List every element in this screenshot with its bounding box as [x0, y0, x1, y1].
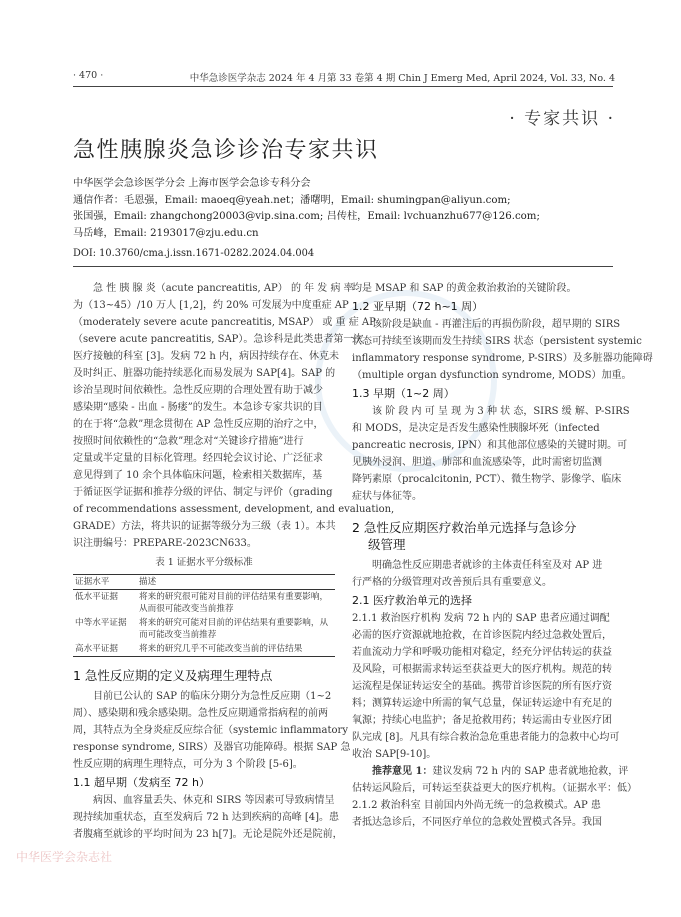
author-block [73, 176, 618, 242]
doi-rule [73, 266, 613, 267]
author-line: 中华医学会急诊医学分会 上海市医学会急诊专科分会 [73, 178, 311, 189]
text-line: response syndrome, SIRS）及器官功能障碍。根据 SAP 急 [73, 742, 351, 753]
publisher-logo: 中华医学会杂志社 [16, 850, 113, 864]
text-line: 为（13~45）/10 万人 [1,2]，约 20% 可发展为中度重症 AP [73, 300, 349, 311]
section-heading-1: 1 急性反应期的定义及病理生理特点 [73, 668, 273, 683]
table-row [73, 642, 335, 657]
subsection-heading-1-3: 1.3 早期（1~2 周） [352, 387, 455, 400]
section-heading-2: 2 急性反应期医疗救治单元选择与急诊分 [352, 520, 577, 535]
table-header: 描述 [137, 575, 335, 590]
author-line: 马岳峰，Email: 2193017@zju.edu.cn [73, 227, 259, 239]
text-line: 行严格的分级管理对改善预后具有重要意义。 [352, 577, 552, 588]
recommendation-text: 估转运风险后，可转运至获益更大的医疗机构。（证据水平：低） [352, 783, 637, 794]
paragraph [352, 403, 630, 505]
journal-header: 中华急诊医学杂志 2024 年 4 月第 33 卷第 4 期 Chin J Emerg Med, April 2024, Vol. 33, No. 4 [189, 73, 615, 84]
header-rule [73, 86, 613, 87]
table-header: 证据水平 [73, 575, 137, 590]
text-line: 必需的医疗资源就地抢救，在首诊医院内经过急救处置后， [352, 630, 612, 641]
text-line: 及风险，可根据需求转运至获益更大的医疗机构。规范的转 [352, 664, 612, 675]
text-line: 和 MODS，是决定是否发生感染性胰腺坏死（infected [352, 423, 600, 434]
subsection-heading-1-1: 1.1 超早期（发病至 72 h） [73, 776, 210, 789]
text-line: （moderately severe acute pancreatitis, MSAP） 或 重 症 AP [73, 317, 376, 328]
text-line: 识注册编号：PREPARE-2023CN633。 [73, 538, 257, 549]
text-line: 者抵达急诊后，不同医疗单位的急救处置模式各异。我国 [352, 817, 602, 828]
paragraph [352, 316, 653, 384]
page-number: · 470 · [73, 70, 104, 81]
evidence-table [73, 574, 335, 657]
text-line: 2.1.2 救治科室 目前国内外尚无统一的急救模式。AP 患 [352, 800, 601, 811]
text-line: 感染期“感染 - 出血 - 肠瘘”的发生。本急诊专家共识的目 [73, 402, 323, 413]
text-line: 于循证医学证据和推荐分级的评估、制定与评价（grading [73, 487, 333, 498]
paragraph [352, 557, 614, 591]
table-row [73, 590, 335, 617]
text-line: 若血流动力学和呼吸功能相对稳定，经充分评估转运的获益 [352, 647, 612, 658]
text-line: 降钙素原（procalcitonin, PCT）、微生物学、影像学、临床 [352, 474, 622, 485]
text-line: GRADE）方法，将共识的证据等级分为三级（表 1）。本共 [73, 521, 336, 532]
table-cell: 将来的研究很可能对目前的评估结果有重要影响，从而很可能改变当前推荐 [139, 592, 329, 614]
subsection-heading-1-2: 1.2 亚早期（72 h~1 周） [352, 300, 484, 313]
text-line: 见胰外浸润、胆道、肺部和血流感染等，此时需密切监测 [352, 457, 602, 468]
text-line: 医疗接触的科室 [3]。发病 72 h 内，病因持续存在、休克未 [73, 351, 340, 362]
table-cell: 高水平证据 [73, 642, 137, 657]
table-cell: 低水平证据 [75, 592, 118, 602]
text-line: 2.1.1 救治医疗机构 发病 72 h 内的 SAP 患者应通过调配 [352, 613, 610, 624]
text-line: 周，其特点为全身炎症反应综合征（systemic inflammatory [73, 725, 348, 736]
text-line: 周）、感染期和残余感染期。急性反应期通常指病程的前两 [73, 708, 328, 719]
text-line: 者腹痛至就诊的平均时间为 23 h[7]。无论是院外还是院前， [73, 829, 343, 840]
paragraph-continuation: 均是 MSAP 和 SAP 的黄金救治救治的关键阶段。 [352, 283, 577, 294]
paragraph [73, 688, 351, 773]
text-line: （severe acute pancreatitis, SAP）。急诊科是此类患者第一次 [73, 334, 364, 345]
text-line: 状态可持续至该期而发生持续 SIRS 状态（persistent systemic [352, 336, 642, 347]
text-line: 该 阶 段 内 可 呈 现 为 3 种 状 态，SIRS 缓 解、P-SIRS [372, 406, 630, 417]
recommendation-1 [352, 763, 629, 780]
section-heading-2-cont: 级管理 [368, 537, 406, 552]
text-line: 目前已公认的 SAP 的临床分期分为急性反应期（1~2 [93, 691, 332, 702]
recommendation-label: 推荐意见 1： [372, 766, 433, 777]
table-cell: 将来的研究可能对目前的评估结果有重要影响，从而可能改变当前推荐 [139, 618, 329, 640]
table-caption: 表 1 证据水平分级标准 [155, 557, 253, 568]
text-line: 定量或半定量的目标化管理。经四轮会议讨论、广泛征求 [73, 453, 323, 464]
doi: DOI: 10.3760/cma.j.issn.1671-0282.2024.04.004 [73, 248, 315, 259]
text-line: 病因、血容量丢失、休克和 SIRS 等因素可导致病情呈 [93, 795, 335, 806]
text-line: 运流程是保证转运安全的基础。携带首诊医院的所有医疗资 [352, 681, 612, 692]
paper-title: 急性胰腺炎急诊诊治专家共识 [73, 138, 379, 163]
text-line: 的在于将“急救”理念贯彻在 AP 急性反应期的治疗之中， [73, 419, 324, 430]
paragraph [352, 797, 614, 831]
section-tag: · 专家共识 · [509, 109, 615, 129]
text-line: 诊治呈现时间依赖性。急性反应期的合理处置有助于减少 [73, 385, 323, 396]
text-line: 该阶段是缺血 - 再灌注后的再损伤阶段，超早期的 SIRS [372, 319, 621, 330]
text-line: of recommendations assessment, development, and evaluation, [73, 504, 395, 515]
text-line: 氧源；持续心电监护；备足抢救用药；转运需由专业医疗团 [352, 715, 612, 726]
text-line: 急 性 胰 腺 炎（acute pancreatitis, AP） 的 年 发 病 率 [93, 283, 354, 294]
recommendation-text: 建议发病 72 h 内的 SAP 患者就地抢救，评 [432, 766, 629, 777]
table-cell: 中等水平证据 [75, 618, 127, 628]
text-line: inflammatory response syndrome, P-SIRS）及多脏器功能障碍 [352, 353, 653, 364]
author-line: 张国强，Email: zhangchong20003@vip.sina.com; 吕传柱，Email: lvchuanzhu677@126.com; [73, 211, 540, 222]
table-row [73, 616, 335, 642]
text-line: 明确急性反应期患者就诊的主体责任科室及对 AP 进 [372, 560, 603, 571]
table-cell: 将来的研究几乎不可能改变当前的评估结果 [137, 642, 335, 657]
text-line: 性反应期的病理生理特点，可分为 3 个阶段 [5-6]。 [73, 759, 303, 770]
text-line: 症状与体征等。 [352, 491, 422, 502]
right-column [352, 280, 653, 831]
text-line: 料；测算转运途中所需的氧气总量，保证转运途中有充足的 [352, 698, 612, 709]
text-line: pancreatic necrosis, IPN）和其他部位感染的关键时期。可 [352, 440, 628, 451]
author-line: 通信作者：毛恩强，Email: maoeq@yeah.net；潘曙明，Email: shumingpan@aliyun.com; [73, 194, 511, 206]
paragraph [352, 610, 620, 763]
text-line: 按照时间依赖性的“急救”理念对“关键诊疗措施”进行 [73, 436, 304, 447]
paragraph [73, 792, 343, 843]
text-line: 现持续加重状态，直至发病后 72 h 达到疾病的高峰 [4]。患 [73, 812, 340, 823]
text-line: （multiple organ dysfunction syndrome, MODS）加重。 [352, 370, 632, 381]
text-line: 队完成 [8]。凡具有综合救治急危重患者能力的急救中心均可 [352, 732, 620, 743]
text-line: 意见得到了 10 余个具体临床问题，检索相关数据库，基 [73, 470, 323, 481]
text-line: 收治 SAP[9-10]。 [352, 749, 437, 760]
subsection-heading-2-1: 2.1 医疗救治单元的选择 [352, 594, 472, 607]
text-line: 及时纠正、脏器功能持续恶化而易发展为 SAP[4]。SAP 的 [73, 368, 336, 379]
